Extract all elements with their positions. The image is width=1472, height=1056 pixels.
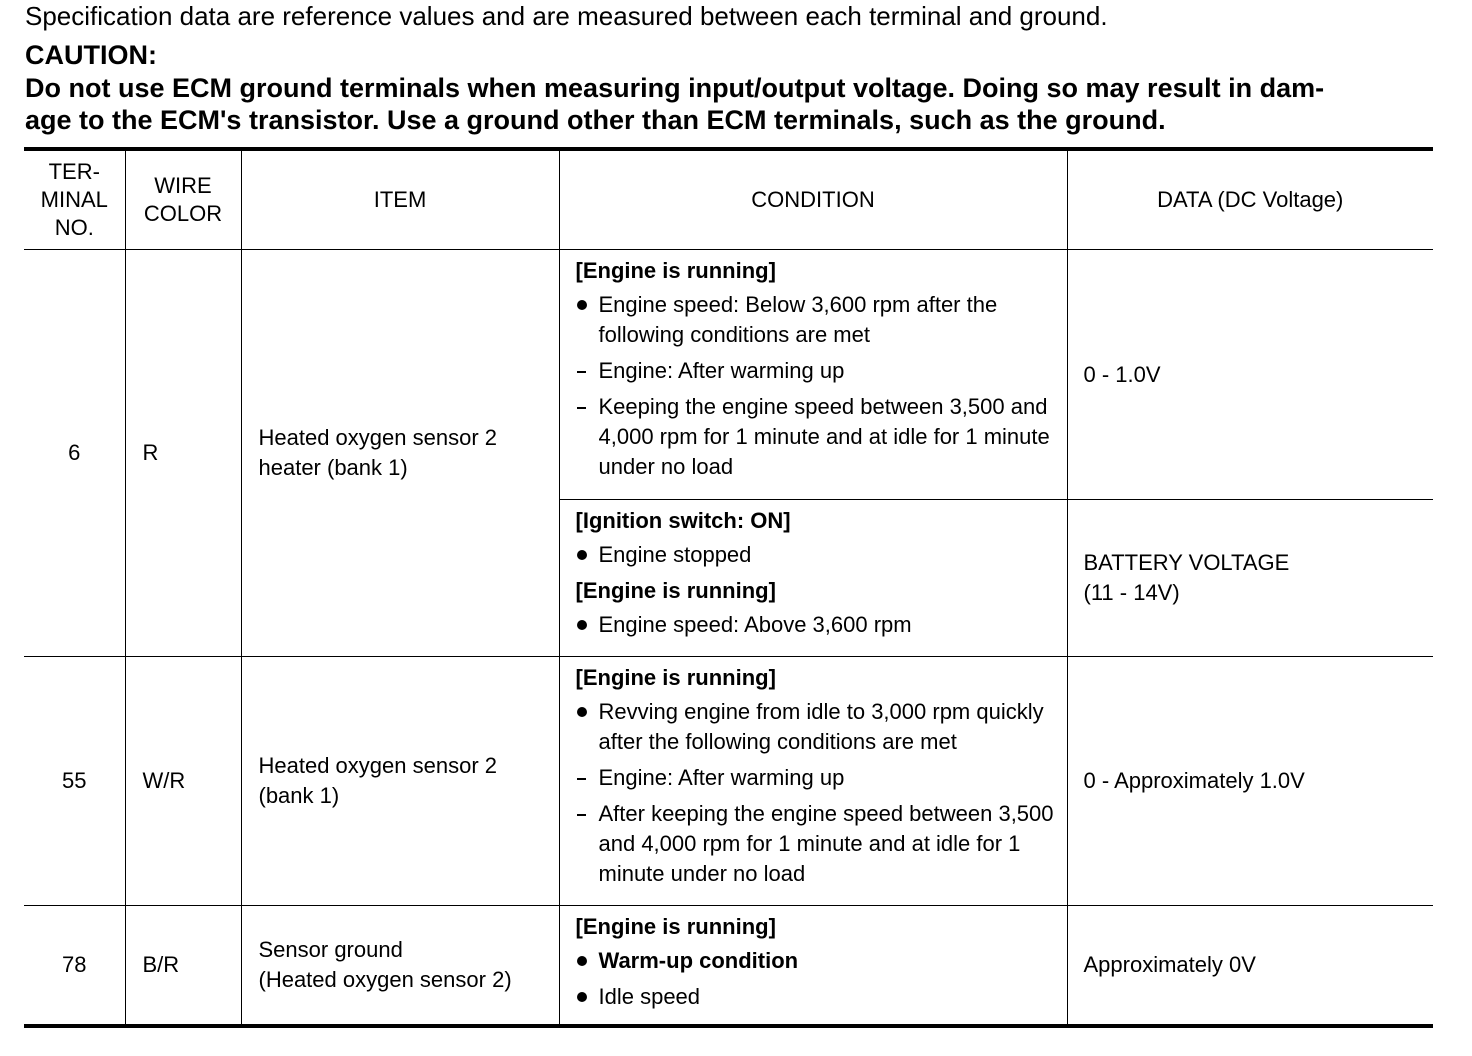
data-line: (11 - 14V) bbox=[1083, 580, 1180, 605]
item-line: Sensor ground bbox=[258, 937, 403, 962]
data-line: BATTERY VOLTAGE bbox=[1083, 550, 1290, 575]
condition-heading: [Engine is running] bbox=[575, 914, 776, 939]
condition-text: Engine: After warming up bbox=[598, 358, 845, 383]
condition-bullet-item bbox=[576, 697, 1059, 757]
condition-dash-item bbox=[576, 763, 1059, 793]
item-cell bbox=[241, 657, 559, 906]
data-line: Approximately 0V bbox=[1083, 952, 1256, 977]
header-terminal-line: NO. bbox=[54, 215, 94, 240]
header-terminal-no bbox=[24, 149, 125, 250]
condition-heading: [Engine is running] bbox=[575, 665, 776, 690]
condition-heading: [Engine is running] bbox=[575, 258, 776, 283]
condition-heading: [Engine is running] bbox=[575, 578, 776, 603]
condition-cell bbox=[559, 250, 1067, 500]
condition-cell bbox=[559, 906, 1067, 1027]
condition-text: Revving engine from idle to 3,000 rpm quickly after the following conditions are met bbox=[598, 699, 1044, 754]
terminal-spec-table bbox=[24, 147, 1433, 1028]
condition-text: Engine speed: Below 3,600 rpm after the following conditions are met bbox=[598, 292, 998, 347]
data-voltage-cell bbox=[1067, 250, 1433, 500]
caution-line: age to the ECM's transistor. Use a ground other than ECM terminals, such as the ground. bbox=[25, 105, 1166, 135]
data-voltage-cell bbox=[1067, 500, 1433, 657]
condition-text: Warm-up condition bbox=[598, 948, 799, 973]
header-item: ITEM bbox=[241, 149, 559, 250]
condition-text: Engine: After warming up bbox=[598, 765, 845, 790]
condition-text: Keeping the engine speed between 3,500 and 4,000 rpm for 1 minute and at idle for 1 minute under no load bbox=[598, 394, 1050, 479]
wire-color-cell: B/R bbox=[125, 906, 241, 1027]
condition-cell bbox=[559, 500, 1067, 657]
header-wire-color bbox=[125, 149, 241, 250]
table-row bbox=[24, 906, 1433, 1027]
caution-title: CAUTION: bbox=[25, 40, 157, 70]
condition-heading: [Ignition switch: ON] bbox=[575, 508, 791, 533]
condition-bullet-item bbox=[576, 610, 1059, 640]
item-line: Heated oxygen sensor 2 bbox=[258, 753, 497, 778]
wire-color-cell: R bbox=[125, 250, 241, 657]
item-cell bbox=[241, 906, 559, 1027]
caution-text bbox=[25, 72, 1440, 136]
condition-bullet-item bbox=[576, 946, 1059, 976]
caution-line: Do not use ECM ground terminals when measuring input/output voltage. Doing so may result in dam- bbox=[25, 73, 1325, 103]
condition-text: After keeping the engine speed between 3,500 and 4,000 rpm for 1 minute and at idle for 1 minute under no load bbox=[598, 801, 1054, 886]
condition-dash-item bbox=[576, 356, 1059, 386]
item-cell bbox=[241, 250, 559, 657]
intro-text: Specification data are reference values and are measured between each terminal and ground. bbox=[25, 1, 1108, 31]
condition-text: Engine speed: Above 3,600 rpm bbox=[598, 612, 912, 637]
item-line: Heated oxygen sensor 2 bbox=[258, 425, 497, 450]
data-voltage-cell bbox=[1067, 906, 1433, 1027]
condition-bullet-item bbox=[576, 982, 1059, 1012]
condition-text: Engine stopped bbox=[598, 542, 752, 567]
terminal-no-cell: 78 bbox=[24, 906, 125, 1027]
item-line: (Heated oxygen sensor 2) bbox=[258, 967, 512, 992]
data-line: 0 - 1.0V bbox=[1083, 361, 1161, 387]
condition-bullet-item bbox=[576, 540, 1059, 570]
condition-text: Idle speed bbox=[598, 984, 701, 1009]
wire-color-cell: W/R bbox=[125, 657, 241, 906]
header-wire-line: COLOR bbox=[143, 201, 223, 226]
header-wire-line: WIRE bbox=[154, 173, 212, 198]
item-line: heater (bank 1) bbox=[258, 455, 408, 480]
header-terminal-line: TER- bbox=[48, 159, 100, 184]
table-row bbox=[24, 250, 1433, 500]
header-terminal-line: MINAL bbox=[40, 187, 108, 212]
data-voltage-cell bbox=[1067, 657, 1433, 906]
terminal-no-cell: 6 bbox=[24, 250, 125, 657]
table-header-row bbox=[24, 149, 1433, 250]
item-line: (bank 1) bbox=[258, 783, 340, 808]
condition-dash-item bbox=[576, 392, 1059, 482]
header-condition: CONDITION bbox=[559, 149, 1067, 250]
condition-cell bbox=[559, 657, 1067, 906]
data-line: 0 - Approximately 1.0V bbox=[1083, 768, 1305, 793]
terminal-no-cell: 55 bbox=[24, 657, 125, 906]
header-data: DATA (DC Voltage) bbox=[1067, 149, 1433, 250]
condition-dash-item bbox=[576, 799, 1059, 889]
table-row bbox=[24, 657, 1433, 906]
condition-bullet-item bbox=[576, 290, 1059, 350]
